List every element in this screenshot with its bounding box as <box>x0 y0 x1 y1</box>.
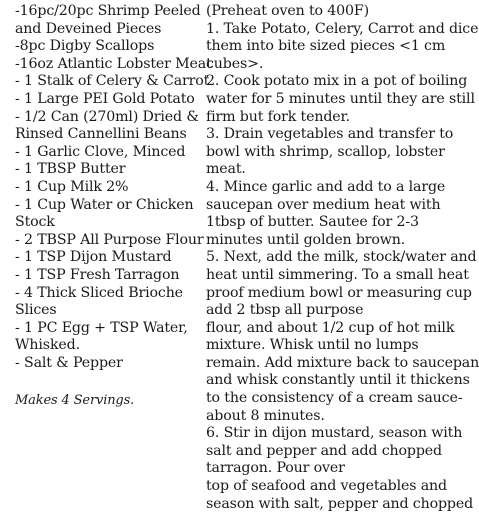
spacer <box>15 372 193 392</box>
ingredient-line: - 2 TBSP All Purpose Flour <box>15 231 204 248</box>
instruction-line: about 8 minutes. <box>206 407 325 424</box>
instruction-line: and whisk constantly until it thickens <box>206 372 470 389</box>
ingredient-line: Slices <box>15 302 57 319</box>
ingredient-line: and Deveined Pieces <box>15 20 162 37</box>
instruction-line: tarragon. Pour over <box>206 460 345 477</box>
instruction-line: cubes>. <box>206 55 264 72</box>
instruction-line: firm but fork tender. <box>206 108 350 125</box>
instruction-line: them into bite sized pieces <1 cm <box>206 38 446 55</box>
instruction-line: add 2 tbsp all purpose <box>206 302 364 319</box>
ingredient-line: Whisked. <box>15 337 80 354</box>
ingredient-line: -8pc Digby Scallops <box>15 38 155 55</box>
ingredient-line: - 1 TBSP Butter <box>15 161 126 178</box>
instruction-line: to the consistency of a cream sauce- <box>206 390 463 407</box>
ingredient-line: - 1 PC Egg + TSP Water, <box>15 319 188 336</box>
instruction-line: proof medium bowl or measuring cup <box>206 284 472 301</box>
servings-yield: Makes 4 Servings. <box>15 393 135 409</box>
ingredient-line: Rinsed Cannellini Beans <box>15 126 187 143</box>
ingredient-line: - 4 Thick Sliced Brioche <box>15 284 183 301</box>
instructions-column <box>206 3 479 513</box>
instruction-line: 2. Cook potato mix in a pot of boiling <box>206 73 468 90</box>
ingredient-line: -16pc/20pc Shrimp Peeled <box>15 3 201 19</box>
ingredient-line: - 1 Cup Water or Chicken <box>15 196 194 213</box>
ingredient-line: - 1 TSP Dijon Mustard <box>15 249 172 266</box>
ingredient-line: Stock <box>15 214 55 231</box>
instruction-line: 5. Next, add the milk, stock/water and <box>206 249 477 266</box>
instruction-line: top of seafood and vegetables and <box>206 478 447 495</box>
instruction-line: 1tbsp of butter. Sautee for 2-3 <box>206 214 419 231</box>
instruction-line: 6. Stir in dijon mustard, season with <box>206 425 463 442</box>
instruction-line: water for 5 minutes until they are still <box>206 90 475 107</box>
ingredient-line: - 1 Garlic Clove, Minced <box>15 143 186 160</box>
instruction-line: bowl with shrimp, scallop, lobster <box>206 143 445 160</box>
instruction-line: (Preheat oven to 400F) <box>206 3 369 19</box>
ingredient-line: - 1 Cup Milk 2% <box>15 178 129 195</box>
instruction-line: salt and pepper and add chopped <box>206 442 442 459</box>
instruction-line: minutes until golden brown. <box>206 231 406 248</box>
instruction-line: 1. Take Potato, Celery, Carrot and dice <box>206 20 479 37</box>
instruction-line: heat until simmering. To a small heat <box>206 266 469 283</box>
ingredient-line: -16oz Atlantic Lobster Meat <box>15 55 212 72</box>
ingredient-line: - 1 TSP Fresh Tarragon <box>15 266 180 283</box>
instruction-line: 4. Mince garlic and add to a large <box>206 178 446 195</box>
instruction-line: flour, and about 1/2 cup of hot milk <box>206 319 455 336</box>
instruction-line: season with salt, pepper and chopped <box>206 495 474 512</box>
instruction-line: remain. Add mixture back to saucepan <box>206 354 479 371</box>
ingredient-line: - 1 Stalk of Celery & Carrot <box>15 73 210 90</box>
ingredient-line: - Salt & Pepper <box>15 354 123 371</box>
instruction-line: 3. Drain vegetables and transfer to <box>206 126 454 143</box>
instruction-line: mixture. Whisk until no lumps <box>206 337 419 354</box>
ingredient-line: - 1 Large PEI Gold Potato <box>15 90 195 107</box>
ingredients-column <box>15 3 212 410</box>
instruction-line: saucepan over medium heat with <box>206 196 441 213</box>
instruction-line: meat. <box>206 161 246 178</box>
ingredient-line: - 1/2 Can (270ml) Dried & <box>15 108 199 125</box>
